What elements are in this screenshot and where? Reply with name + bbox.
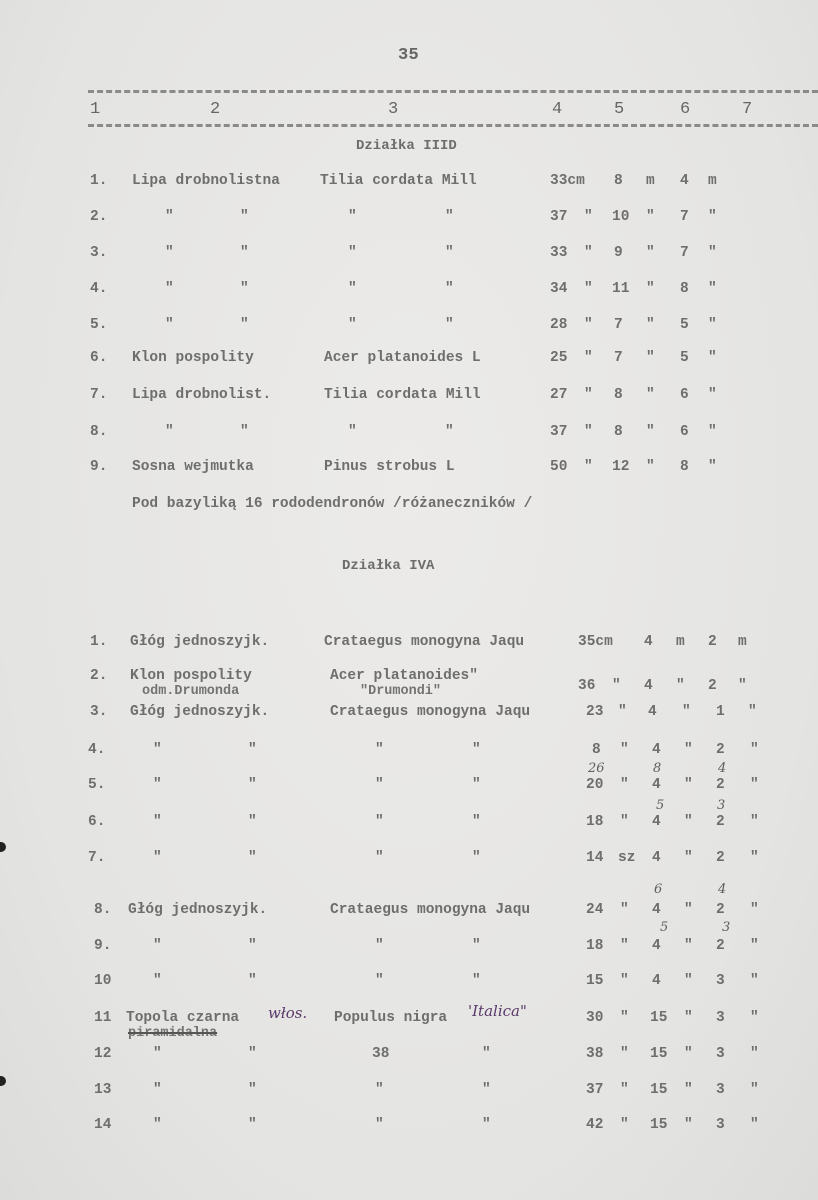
circumference: 38 bbox=[586, 1046, 604, 1062]
crown-unit: " bbox=[750, 973, 759, 989]
ditto-mark: " bbox=[240, 424, 249, 440]
crown-unit: " bbox=[750, 938, 759, 954]
ditto-mark: " bbox=[348, 245, 357, 261]
height: 4 bbox=[652, 777, 661, 793]
latin-name: Crataegus monogyna Jaqu bbox=[324, 634, 525, 650]
polish-name-struck: piramidalna bbox=[128, 1026, 218, 1041]
ditto-mark: " bbox=[248, 1117, 257, 1133]
crown: 3 bbox=[716, 1046, 725, 1062]
ditto-mark: " bbox=[153, 938, 162, 954]
table-row bbox=[0, 704, 818, 726]
crown-unit: " bbox=[708, 245, 717, 261]
circumference-unit: " bbox=[584, 387, 593, 403]
column-number-1: 1 bbox=[90, 100, 101, 119]
height-unit: " bbox=[684, 902, 693, 918]
ditto-mark: " bbox=[482, 1046, 491, 1062]
circumference-unit: " bbox=[620, 973, 629, 989]
ditto-mark: " bbox=[375, 850, 384, 866]
table-row bbox=[0, 350, 818, 372]
ditto-mark: " bbox=[375, 973, 384, 989]
circumference-unit: " bbox=[620, 1082, 629, 1098]
crown-unit: " bbox=[750, 1010, 759, 1026]
polish-name-variety: odm.Drumonda bbox=[142, 684, 240, 699]
column-number-7: 7 bbox=[742, 100, 753, 119]
ditto-mark: " bbox=[375, 742, 384, 758]
table-row bbox=[0, 1117, 818, 1139]
ditto-mark: " bbox=[248, 973, 257, 989]
table-row bbox=[0, 761, 818, 799]
circumference: 8 bbox=[592, 742, 601, 758]
ditto-mark: " bbox=[153, 1082, 162, 1098]
section-title-iiid: Działka IIID bbox=[356, 138, 457, 154]
circumference-unit: " bbox=[584, 281, 593, 297]
crown-unit: " bbox=[750, 814, 759, 830]
circumference: 33cm bbox=[550, 173, 585, 189]
ditto-mark: " bbox=[248, 938, 257, 954]
latin-name: Acer platanoides L bbox=[324, 350, 481, 366]
row-number: 9. bbox=[90, 459, 108, 475]
circumference: 37 bbox=[550, 209, 568, 225]
height: 7 bbox=[614, 350, 623, 366]
circumference-unit: " bbox=[620, 814, 629, 830]
height-unit: " bbox=[646, 317, 655, 333]
crown: 3 bbox=[716, 973, 725, 989]
circumference: 34 bbox=[550, 281, 568, 297]
row-number: 5. bbox=[90, 317, 108, 333]
circumference-unit: " bbox=[584, 350, 593, 366]
crown-unit: " bbox=[738, 678, 747, 694]
circumference-unit: " bbox=[620, 902, 629, 918]
crown-unit: " bbox=[750, 1082, 759, 1098]
circumference: 14 bbox=[586, 850, 604, 866]
ditto-mark: " bbox=[153, 973, 162, 989]
table-row bbox=[0, 173, 818, 195]
ditto-mark: " bbox=[375, 814, 384, 830]
polish-name: Głóg jednoszyjk. bbox=[128, 902, 268, 918]
height: 4 bbox=[652, 938, 661, 954]
height: 15 bbox=[650, 1082, 668, 1098]
ditto-mark: " bbox=[472, 850, 481, 866]
handwritten-correction: 4 bbox=[718, 882, 727, 897]
circumference: 33 bbox=[550, 245, 568, 261]
crown-unit: m bbox=[738, 634, 747, 650]
crown: 6 bbox=[680, 387, 689, 403]
ditto-mark: " bbox=[375, 777, 384, 793]
handwritten-annotation: 'Italica" bbox=[468, 1002, 527, 1020]
height-unit: " bbox=[684, 1010, 693, 1026]
ditto-mark: " bbox=[445, 317, 454, 333]
handwritten-correction: 26 bbox=[588, 761, 605, 776]
height-unit: " bbox=[684, 850, 693, 866]
height-unit: m bbox=[676, 634, 685, 650]
circumference: 37 bbox=[550, 424, 568, 440]
height-unit: " bbox=[646, 281, 655, 297]
ditto-mark: " bbox=[165, 317, 174, 333]
column-number-2: 2 bbox=[210, 100, 221, 119]
column-number-3: 3 bbox=[388, 100, 399, 119]
crown-unit: m bbox=[708, 173, 717, 189]
table-row bbox=[0, 387, 818, 409]
height: 15 bbox=[650, 1010, 668, 1026]
circumference-unit: " bbox=[620, 742, 629, 758]
crown-unit: " bbox=[708, 209, 717, 225]
handwritten-correction: 6 bbox=[654, 882, 663, 897]
circumference: 18 bbox=[586, 814, 604, 830]
table-row bbox=[0, 1082, 818, 1104]
height-unit: " bbox=[684, 938, 693, 954]
section-title-iva: Działka IVA bbox=[342, 558, 435, 574]
row-number: 9. bbox=[94, 938, 112, 954]
table-row bbox=[0, 920, 818, 960]
ditto-mark: " bbox=[153, 850, 162, 866]
polish-name: Klon pospolity bbox=[130, 668, 252, 684]
circumference-unit: " bbox=[584, 424, 593, 440]
crown: 2 bbox=[716, 938, 725, 954]
polish-name: Głóg jednoszyjk. bbox=[130, 704, 270, 720]
height: 4 bbox=[652, 902, 661, 918]
height-unit: " bbox=[684, 1046, 693, 1062]
height-unit: m bbox=[646, 173, 655, 189]
ditto-mark: " bbox=[472, 973, 481, 989]
circumference-unit: sz bbox=[618, 850, 636, 866]
height-unit: " bbox=[676, 678, 685, 694]
latin-name: Populus nigra bbox=[334, 1010, 448, 1026]
height: 11 bbox=[612, 281, 630, 297]
ditto-mark: " bbox=[165, 424, 174, 440]
crown: 2 bbox=[716, 777, 725, 793]
row-number: 4. bbox=[90, 281, 108, 297]
height-unit: " bbox=[684, 777, 693, 793]
ditto-mark: " bbox=[482, 1117, 491, 1133]
ditto-mark: " bbox=[375, 938, 384, 954]
height: 4 bbox=[648, 704, 657, 720]
latin-name: Acer platanoides" bbox=[330, 668, 478, 684]
ditto-mark: " bbox=[375, 1117, 384, 1133]
ditto-mark: " bbox=[348, 281, 357, 297]
ditto-mark: " bbox=[248, 850, 257, 866]
circumference: 36 bbox=[578, 678, 596, 694]
ditto-mark: " bbox=[472, 814, 481, 830]
height: 15 bbox=[650, 1046, 668, 1062]
table-row bbox=[0, 1002, 818, 1041]
ditto-mark: " bbox=[248, 1046, 257, 1062]
crown: 7 bbox=[680, 245, 689, 261]
circumference: 50 bbox=[550, 459, 568, 475]
page-number: 35 bbox=[398, 46, 420, 65]
height-unit: " bbox=[646, 459, 655, 475]
header-rule-bottom bbox=[88, 124, 818, 127]
row-number: 1. bbox=[90, 173, 108, 189]
crown-unit: " bbox=[750, 902, 759, 918]
ditto-mark: " bbox=[472, 777, 481, 793]
ditto-mark: " bbox=[240, 281, 249, 297]
circumference-unit: " bbox=[584, 245, 593, 261]
ditto-mark: " bbox=[153, 1117, 162, 1133]
row-number: 3. bbox=[90, 704, 108, 720]
latin-name-variety: "Drumondi" bbox=[360, 684, 442, 699]
polish-name: Lipa drobnolistna bbox=[132, 173, 280, 189]
circumference-unit: " bbox=[620, 777, 629, 793]
crown-unit: " bbox=[750, 1046, 759, 1062]
circumference: 35cm bbox=[578, 634, 613, 650]
row-number: 5. bbox=[88, 777, 106, 793]
polish-name: Lipa drobnolist. bbox=[132, 387, 272, 403]
crown-unit: " bbox=[750, 850, 759, 866]
header-rule-top bbox=[88, 90, 818, 93]
latin-name: Tilia cordata Mill bbox=[320, 173, 477, 189]
height: 7 bbox=[614, 317, 623, 333]
ditto-mark: " bbox=[153, 777, 162, 793]
ditto-mark: " bbox=[153, 742, 162, 758]
ditto-mark: " bbox=[445, 281, 454, 297]
height: 4 bbox=[644, 678, 653, 694]
crown: 3 bbox=[716, 1117, 725, 1133]
circumference-unit: " bbox=[620, 938, 629, 954]
height-unit: " bbox=[684, 973, 693, 989]
circumference-unit: " bbox=[584, 317, 593, 333]
row-number: 14 bbox=[94, 1117, 112, 1133]
crown: 2 bbox=[716, 814, 725, 830]
height: 15 bbox=[650, 1117, 668, 1133]
row-number: 2. bbox=[90, 668, 108, 684]
row-number: 6. bbox=[88, 814, 106, 830]
crown: 2 bbox=[716, 902, 725, 918]
height-unit: " bbox=[684, 1082, 693, 1098]
circumference-unit: " bbox=[612, 678, 621, 694]
ditto-mark: " bbox=[482, 1082, 491, 1098]
circumference-unit: " bbox=[620, 1010, 629, 1026]
circumference: 25 bbox=[550, 350, 568, 366]
section-note: Pod bazyliką 16 rododendronów /różaneczników / bbox=[132, 496, 533, 512]
height-unit: " bbox=[646, 387, 655, 403]
ditto-mark: " bbox=[472, 742, 481, 758]
crown: 1 bbox=[716, 704, 725, 720]
height: 10 bbox=[612, 209, 630, 225]
crown-unit: " bbox=[750, 777, 759, 793]
handwritten-correction: 4 bbox=[718, 761, 727, 776]
handwritten-correction: 3 bbox=[717, 798, 726, 813]
row-number: 8. bbox=[90, 424, 108, 440]
circumference: 28 bbox=[550, 317, 568, 333]
ditto-mark: " bbox=[348, 317, 357, 333]
height-unit: " bbox=[646, 350, 655, 366]
latin-name: Crataegus monogyna Jaqu bbox=[330, 902, 531, 918]
height: 12 bbox=[612, 459, 630, 475]
circumference-unit: " bbox=[584, 459, 593, 475]
ditto-mark: " bbox=[165, 209, 174, 225]
ditto-mark: " bbox=[445, 245, 454, 261]
circumference-unit: " bbox=[584, 209, 593, 225]
height: 9 bbox=[614, 245, 623, 261]
crown: 8 bbox=[680, 459, 689, 475]
handwritten-correction: 5 bbox=[660, 920, 669, 935]
height: 4 bbox=[652, 973, 661, 989]
ditto-mark: " bbox=[472, 938, 481, 954]
circumference: 27 bbox=[550, 387, 568, 403]
table-row bbox=[0, 668, 818, 699]
circumference-unit: " bbox=[620, 1117, 629, 1133]
row-number: 2. bbox=[90, 209, 108, 225]
row-number: 1. bbox=[90, 634, 108, 650]
circumference: 30 bbox=[586, 1010, 604, 1026]
column-number-6: 6 bbox=[680, 100, 691, 119]
height: 8 bbox=[614, 424, 623, 440]
crown: 4 bbox=[680, 173, 689, 189]
ditto-mark: " bbox=[240, 317, 249, 333]
ditto-mark: " bbox=[445, 424, 454, 440]
crown: 2 bbox=[716, 742, 725, 758]
crown: 5 bbox=[680, 350, 689, 366]
stray-number: 38 bbox=[372, 1046, 390, 1062]
crown-unit: " bbox=[708, 424, 717, 440]
crown: 2 bbox=[708, 634, 717, 650]
circumference: 24 bbox=[586, 902, 604, 918]
column-number-4: 4 bbox=[552, 100, 563, 119]
crown-unit: " bbox=[750, 742, 759, 758]
ditto-mark: " bbox=[240, 209, 249, 225]
handwritten-correction: 5 bbox=[656, 798, 665, 813]
handwritten-correction: 3 bbox=[722, 920, 731, 935]
height: 4 bbox=[644, 634, 653, 650]
crown-unit: " bbox=[708, 459, 717, 475]
height-unit: " bbox=[646, 424, 655, 440]
row-number: 13 bbox=[94, 1082, 112, 1098]
row-number: 6. bbox=[90, 350, 108, 366]
table-row bbox=[0, 1046, 818, 1068]
polish-name: Topola czarna bbox=[126, 1010, 240, 1026]
height-unit: " bbox=[684, 814, 693, 830]
ditto-mark: " bbox=[445, 209, 454, 225]
row-number: 10 bbox=[94, 973, 112, 989]
circumference: 42 bbox=[586, 1117, 604, 1133]
handwritten-correction: 8 bbox=[653, 761, 662, 776]
crown: 6 bbox=[680, 424, 689, 440]
column-number-5: 5 bbox=[614, 100, 625, 119]
polish-name: Głóg jednoszyjk. bbox=[130, 634, 270, 650]
circumference: 23 bbox=[586, 704, 604, 720]
ditto-mark: " bbox=[348, 209, 357, 225]
height-unit: " bbox=[684, 742, 693, 758]
height: 4 bbox=[652, 850, 661, 866]
table-row bbox=[0, 634, 818, 656]
crown: 3 bbox=[716, 1082, 725, 1098]
table-row bbox=[0, 742, 818, 764]
height: 4 bbox=[652, 814, 661, 830]
table-row bbox=[0, 798, 818, 836]
latin-name: Pinus strobus L bbox=[324, 459, 455, 475]
crown-unit: " bbox=[708, 281, 717, 297]
crown-unit: " bbox=[708, 317, 717, 333]
circumference-unit: " bbox=[618, 704, 627, 720]
table-row bbox=[0, 281, 818, 303]
crown: 3 bbox=[716, 1010, 725, 1026]
crown: 2 bbox=[716, 850, 725, 866]
row-number: 7. bbox=[88, 850, 106, 866]
crown: 5 bbox=[680, 317, 689, 333]
crown-unit: " bbox=[748, 704, 757, 720]
row-number: 8. bbox=[94, 902, 112, 918]
table-row bbox=[0, 850, 818, 872]
ditto-mark: " bbox=[375, 1082, 384, 1098]
ditto-mark: " bbox=[348, 424, 357, 440]
row-number: 12 bbox=[94, 1046, 112, 1062]
ditto-mark: " bbox=[153, 814, 162, 830]
ditto-mark: " bbox=[165, 245, 174, 261]
polish-name: Sosna wejmutka bbox=[132, 459, 254, 475]
height-unit: " bbox=[684, 1117, 693, 1133]
row-number: 3. bbox=[90, 245, 108, 261]
handwritten-annotation: włos. bbox=[268, 1004, 308, 1022]
crown: 2 bbox=[708, 678, 717, 694]
ditto-mark: " bbox=[248, 1082, 257, 1098]
crown: 7 bbox=[680, 209, 689, 225]
crown-unit: " bbox=[708, 350, 717, 366]
ditto-mark: " bbox=[248, 777, 257, 793]
ditto-mark: " bbox=[165, 281, 174, 297]
circumference: 37 bbox=[586, 1082, 604, 1098]
ditto-mark: " bbox=[153, 1046, 162, 1062]
crown-unit: " bbox=[708, 387, 717, 403]
table-row bbox=[0, 882, 818, 924]
circumference: 20 bbox=[586, 777, 604, 793]
latin-name: Crataegus monogyna Jaqu bbox=[330, 704, 531, 720]
height: 8 bbox=[614, 173, 623, 189]
polish-name: Klon pospolity bbox=[132, 350, 254, 366]
ditto-mark: " bbox=[248, 742, 257, 758]
table-row bbox=[0, 245, 818, 267]
table-row bbox=[0, 209, 818, 231]
circumference-unit: " bbox=[620, 1046, 629, 1062]
ditto-mark: " bbox=[248, 814, 257, 830]
circumference: 18 bbox=[586, 938, 604, 954]
crown-unit: " bbox=[750, 1117, 759, 1133]
height-unit: " bbox=[646, 245, 655, 261]
crown: 8 bbox=[680, 281, 689, 297]
circumference: 15 bbox=[586, 973, 604, 989]
height-unit: " bbox=[682, 704, 691, 720]
row-number: 11 bbox=[94, 1010, 112, 1026]
height-unit: " bbox=[646, 209, 655, 225]
row-number: 7. bbox=[90, 387, 108, 403]
ditto-mark: " bbox=[240, 245, 249, 261]
height: 8 bbox=[614, 387, 623, 403]
table-row bbox=[0, 317, 818, 339]
table-row bbox=[0, 973, 818, 995]
height: 4 bbox=[652, 742, 661, 758]
table-row bbox=[0, 459, 818, 481]
latin-name: Tilia cordata Mill bbox=[324, 387, 481, 403]
row-number: 4. bbox=[88, 742, 106, 758]
table-row bbox=[0, 424, 818, 446]
